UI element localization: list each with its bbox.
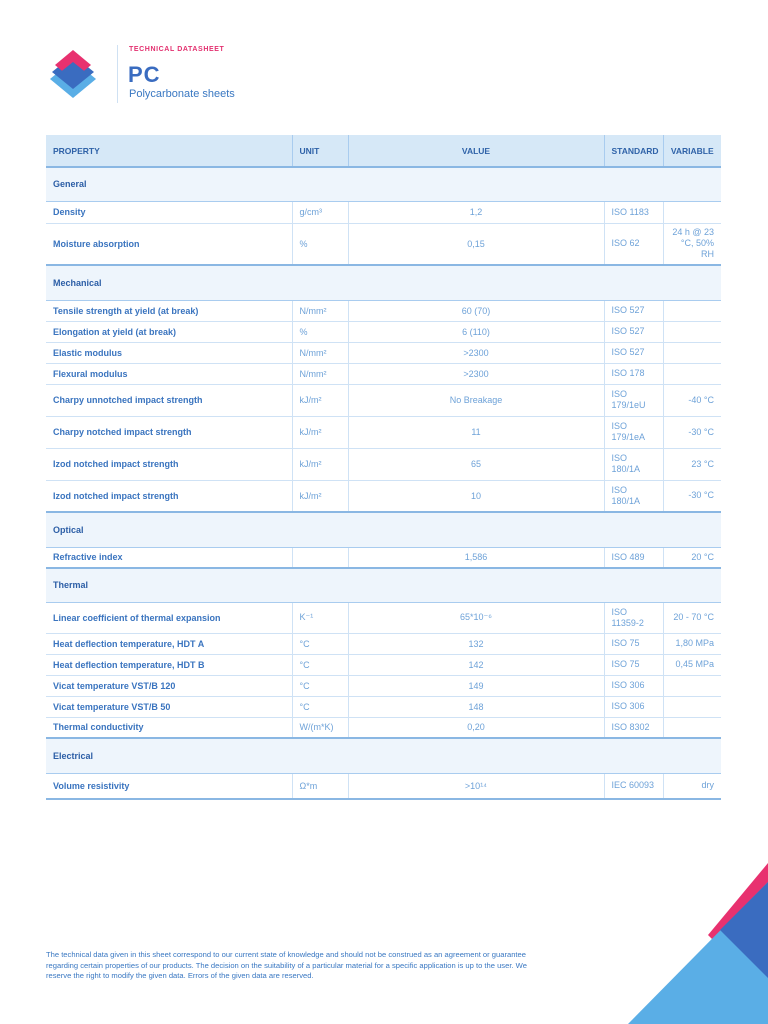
cell-unit: kJ/m² (292, 480, 348, 512)
cell-standard: ISO 180/1A (604, 480, 663, 512)
section-title: Thermal (46, 568, 721, 602)
table-row (46, 201, 721, 223)
column-header-variable: VARIABLE (663, 135, 721, 167)
cell-property: Izod notched impact strength (46, 448, 292, 480)
cell-variable: 0,45 MPa (663, 654, 721, 675)
cell-unit (292, 547, 348, 568)
table-row (46, 654, 721, 675)
table-row (46, 675, 721, 696)
cell-value: 10 (348, 480, 604, 512)
cell-property: Izod notched impact strength (46, 480, 292, 512)
cell-property: Heat deflection temperature, HDT B (46, 654, 292, 675)
cell-property: Density (46, 201, 292, 223)
section-title: General (46, 167, 721, 201)
cell-variable: -30 °C (663, 416, 721, 448)
column-header-unit: UNIT (292, 135, 348, 167)
cell-property: Elongation at yield (at break) (46, 321, 292, 342)
cell-standard: ISO 179/1eU (604, 384, 663, 416)
section-title: Electrical (46, 738, 721, 773)
column-header-property: PROPERTY (46, 135, 292, 167)
cell-variable: -40 °C (663, 384, 721, 416)
cell-property: Moisture absorption (46, 223, 292, 265)
cell-property: Volume resistivity (46, 773, 292, 799)
cell-standard: ISO 306 (604, 675, 663, 696)
cell-unit: % (292, 321, 348, 342)
cell-variable (663, 363, 721, 384)
cell-value: 11 (348, 416, 604, 448)
cell-value: 149 (348, 675, 604, 696)
section-title: Optical (46, 512, 721, 547)
cell-unit: kJ/m² (292, 384, 348, 416)
disclaimer-text: The technical data given in this sheet correspond to our current state of knowledge and should not be construed as an agreement or guarantee regarding certain properties of our products. The decision on the suitability of a particular material for a specific application is up to the user. We reserve the right to modify the given data. Errors of the given data are reserved. (46, 950, 527, 980)
cell-unit: N/mm² (292, 363, 348, 384)
section-row (46, 738, 721, 773)
page-subtitle: Polycarbonate sheets (129, 88, 235, 100)
cell-variable: 1,80 MPa (663, 633, 721, 654)
cell-variable: 20 - 70 °C (663, 602, 721, 633)
table-row (46, 480, 721, 512)
cell-standard: ISO 62 (604, 223, 663, 265)
properties-table (46, 135, 721, 800)
cell-value: 65*10⁻⁶ (348, 602, 604, 633)
cell-value: No Breakage (348, 384, 604, 416)
column-header-value: VALUE (348, 135, 604, 167)
cell-value: >10¹⁴ (348, 773, 604, 799)
cell-unit: kJ/m² (292, 448, 348, 480)
cell-property: Refractive index (46, 547, 292, 568)
table-header-row (46, 135, 721, 167)
cell-unit: Ω*m (292, 773, 348, 799)
cell-variable (663, 321, 721, 342)
cell-standard: ISO 11359-2 (604, 602, 663, 633)
cell-variable: dry (663, 773, 721, 799)
table-row (46, 342, 721, 363)
section-row (46, 167, 721, 201)
cell-value: 0,15 (348, 223, 604, 265)
table-row (46, 363, 721, 384)
table-row (46, 717, 721, 738)
table-row (46, 300, 721, 321)
cell-value: 0,20 (348, 717, 604, 738)
cell-unit: °C (292, 654, 348, 675)
section-row (46, 568, 721, 602)
table-row (46, 321, 721, 342)
cell-property: Flexural modulus (46, 363, 292, 384)
cell-standard: ISO 1183 (604, 201, 663, 223)
cell-variable (663, 717, 721, 738)
section-row (46, 512, 721, 547)
section-row (46, 265, 721, 300)
cell-value: >2300 (348, 342, 604, 363)
table-row (46, 547, 721, 568)
table-row (46, 633, 721, 654)
document-type-label: TECHNICAL DATASHEET (129, 46, 225, 53)
cell-value: 60 (70) (348, 300, 604, 321)
cell-unit: °C (292, 675, 348, 696)
cell-unit: kJ/m² (292, 416, 348, 448)
cell-unit: W/(m*K) (292, 717, 348, 738)
diamond-logo-icon (48, 48, 98, 100)
cell-property: Linear coefficient of thermal expansion (46, 602, 292, 633)
table-row (46, 223, 721, 265)
section-title: Mechanical (46, 265, 721, 300)
cell-property: Tensile strength at yield (at break) (46, 300, 292, 321)
cell-standard: ISO 75 (604, 633, 663, 654)
cell-property: Thermal conductivity (46, 717, 292, 738)
cell-unit: % (292, 223, 348, 265)
cell-value: 1,586 (348, 547, 604, 568)
cell-value: 132 (348, 633, 604, 654)
cell-variable (663, 201, 721, 223)
cell-value: >2300 (348, 363, 604, 384)
cell-standard: ISO 527 (604, 321, 663, 342)
cell-value: 65 (348, 448, 604, 480)
cell-standard: ISO 179/1eA (604, 416, 663, 448)
cell-value: 148 (348, 696, 604, 717)
cell-standard: ISO 527 (604, 300, 663, 321)
cell-variable: 24 h @ 23 °C, 50% RH (663, 223, 721, 265)
cell-unit: N/mm² (292, 342, 348, 363)
table-row (46, 696, 721, 717)
cell-unit: K⁻¹ (292, 602, 348, 633)
cell-standard: ISO 306 (604, 696, 663, 717)
cell-variable (663, 675, 721, 696)
cell-variable: 23 °C (663, 448, 721, 480)
cell-variable (663, 300, 721, 321)
cell-variable (663, 696, 721, 717)
header-divider (117, 45, 118, 103)
table-row (46, 416, 721, 448)
cell-standard: ISO 180/1A (604, 448, 663, 480)
cell-unit: N/mm² (292, 300, 348, 321)
cell-property: Charpy notched impact strength (46, 416, 292, 448)
cell-standard: IEC 60093 (604, 773, 663, 799)
cell-variable (663, 342, 721, 363)
cell-value: 1,2 (348, 201, 604, 223)
cell-standard: ISO 178 (604, 363, 663, 384)
cell-unit: g/cm³ (292, 201, 348, 223)
cell-unit: °C (292, 696, 348, 717)
table-row (46, 448, 721, 480)
cell-standard: ISO 527 (604, 342, 663, 363)
cell-standard: ISO 489 (604, 547, 663, 568)
cell-property: Heat deflection temperature, HDT A (46, 633, 292, 654)
cell-value: 142 (348, 654, 604, 675)
cell-property: Elastic modulus (46, 342, 292, 363)
corner-triangles-decoration (600, 855, 768, 1024)
column-header-standard: STANDARD (604, 135, 663, 167)
table-row (46, 602, 721, 633)
cell-variable: 20 °C (663, 547, 721, 568)
cell-standard: ISO 75 (604, 654, 663, 675)
cell-standard: ISO 8302 (604, 717, 663, 738)
cell-variable: -30 °C (663, 480, 721, 512)
table-row (46, 773, 721, 799)
cell-property: Vicat temperature VST/B 120 (46, 675, 292, 696)
table-row (46, 384, 721, 416)
cell-property: Charpy unnotched impact strength (46, 384, 292, 416)
cell-value: 6 (110) (348, 321, 604, 342)
cell-property: Vicat temperature VST/B 50 (46, 696, 292, 717)
cell-unit: °C (292, 633, 348, 654)
page-title: PC (128, 62, 161, 87)
